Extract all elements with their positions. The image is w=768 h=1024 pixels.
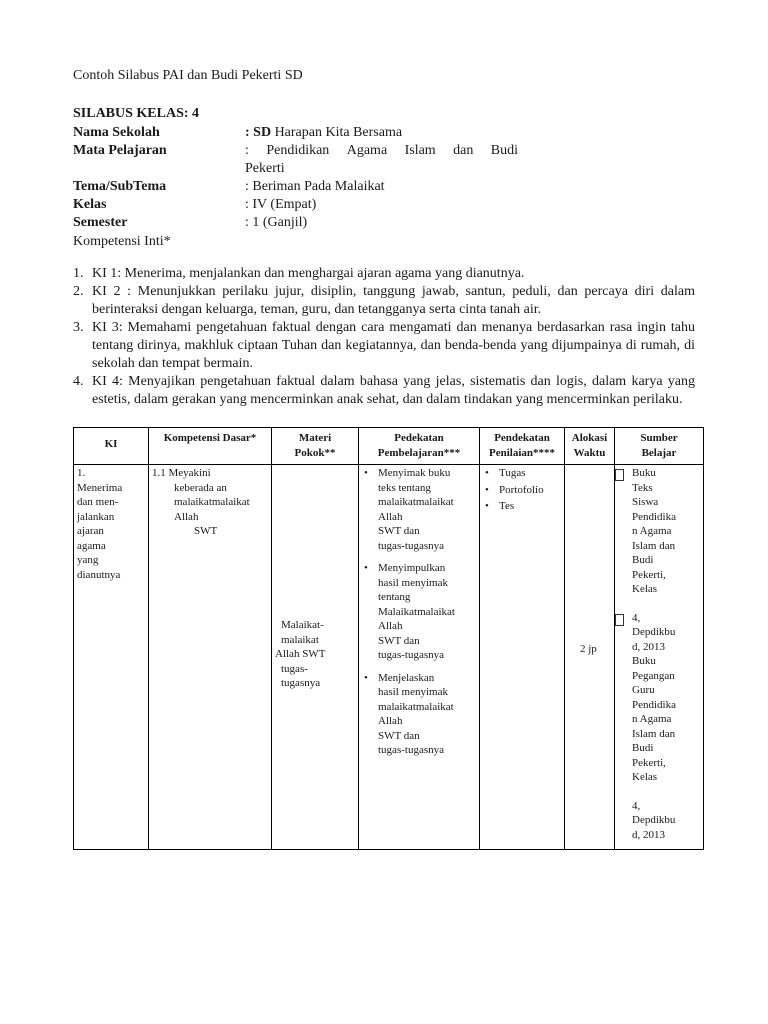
ki-item: 3. KI 3: Memahami pengetahuan faktual dengan cara mengamati dan menanya berdasarkan rasa ingin tahu tentang dirinya, makhluk ciptaan Tuhan dan kegiatannya, dan benda-benda yang dijumpainya di rumah, di sekolah dan tempat bermain. <box>73 320 695 371</box>
label-semester: Semester <box>73 215 128 230</box>
header-sumber-belajar: Sumber Belajar <box>615 428 704 465</box>
kompetensi-inti-label: Kompetensi Inti* <box>73 234 171 249</box>
list-item: • Menyimpulkan hasil menyimak tentang Malaikatmalaikat Allah SWT dan tugas-tugasnya <box>362 561 476 663</box>
mapel-line-1: : Pendidikan Agama Islam dan Budi <box>245 143 518 158</box>
header-materi-pokok: Materi Pokok** <box>272 428 359 465</box>
document-title: Contoh Silabus PAI dan Budi Pekerti SD <box>73 68 303 83</box>
ki-item: 4. KI 4: Menyajikan pengetahuan faktual dalam bahasa yang jelas, sistematis dan logis, dalam karya yang estetis, dalam gerakan yang mencerminkan anak sehat, dan dalam tindakan yang mencerminkan perilaku. <box>73 374 695 407</box>
label-tema: Tema/SubTema <box>73 179 167 194</box>
cell-alokasi-waktu: 2 jp <box>565 465 615 850</box>
list-item: • Tugas <box>483 466 561 481</box>
silabus-table <box>73 427 704 850</box>
ki-item: 1. KI 1: Menerima, menjalankan dan menghargai ajaran agama yang dianutnya. <box>73 266 525 281</box>
value-tema: : Beriman Pada Malaikat <box>245 179 385 194</box>
label-kelas: Kelas <box>73 197 107 212</box>
penilaian-list <box>483 466 561 514</box>
cell-materi-pokok: Malaikat- malaikat Allah SWT tugas- tugasnya <box>272 465 359 850</box>
value-sekolah-name: Harapan Kita Bersama <box>271 125 403 140</box>
cell-sumber-belajar: Buku Teks Siswa Pendidika n Agama Islam dan Budi Pekerti, Kelas 4, Depdikbu d, 2013 Buku Pegangan Guru Pendidika n Agama Islam dan Budi Pekerti, Kelas 4, Depdikbu d, 2013 <box>615 465 704 850</box>
list-item: • Tes <box>483 499 561 514</box>
checkbox-icon <box>615 614 624 626</box>
value-mata-pelajaran <box>245 142 545 178</box>
header-ki: KI <box>74 428 149 465</box>
list-item: • Menyimak buku teks tentang malaikatmalaikat Allah SWT dan tugas-tugasnya <box>362 466 476 553</box>
value-nama-sekolah <box>245 124 545 142</box>
header-kompetensi-dasar: Kompetensi Dasar* <box>149 428 272 465</box>
value-sd-prefix: : SD <box>245 125 272 140</box>
table-header-row <box>74 428 704 465</box>
label-nama-sekolah: Nama Sekolah <box>73 125 160 140</box>
cell-kompetensi-dasar: 1.1 Meyakini keberada an malaikatmalaikat Allah SWT <box>149 465 272 850</box>
value-kelas: : IV (Empat) <box>245 197 317 212</box>
cell-ki: 1. Menerima dan men- jalankan ajaran agama yang dianutnya <box>74 465 149 850</box>
cell-pendekatan-penilaian <box>480 465 565 850</box>
ki-list <box>73 265 695 409</box>
silabus-heading: SILABUS KELAS: 4 <box>73 106 200 121</box>
header-pedekatan-pembelajaran: Pedekatan Pembelajaran*** <box>359 428 480 465</box>
value-semester: : 1 (Ganjil) <box>245 215 308 230</box>
header-pendekatan-penilaian: Pendekatan Penilaian**** <box>480 428 565 465</box>
cell-pedekatan-pembelajaran <box>359 465 480 850</box>
mapel-line-2: Pekerti <box>245 161 285 176</box>
pembelajaran-list <box>362 466 476 758</box>
list-item: • Menjelaskan hasil menyimak malaikatmalaikat Allah SWT dan tugas-tugasnya <box>362 671 476 758</box>
checkbox-icon <box>615 469 624 481</box>
label-mata-pelajaran: Mata Pelajaran <box>73 143 167 158</box>
ki-item: 2. KI 2 : Menunjukkan perilaku jujur, disiplin, tanggung jawab, santun, peduli, dan percaya diri dalam berinteraksi dengan keluarga, teman, guru, dan tetangganya serta cinta tanah air. <box>73 284 695 317</box>
header-alokasi-waktu: Alokasi Waktu <box>565 428 615 465</box>
list-item: • Portofolio <box>483 483 561 498</box>
table-row <box>74 465 704 850</box>
